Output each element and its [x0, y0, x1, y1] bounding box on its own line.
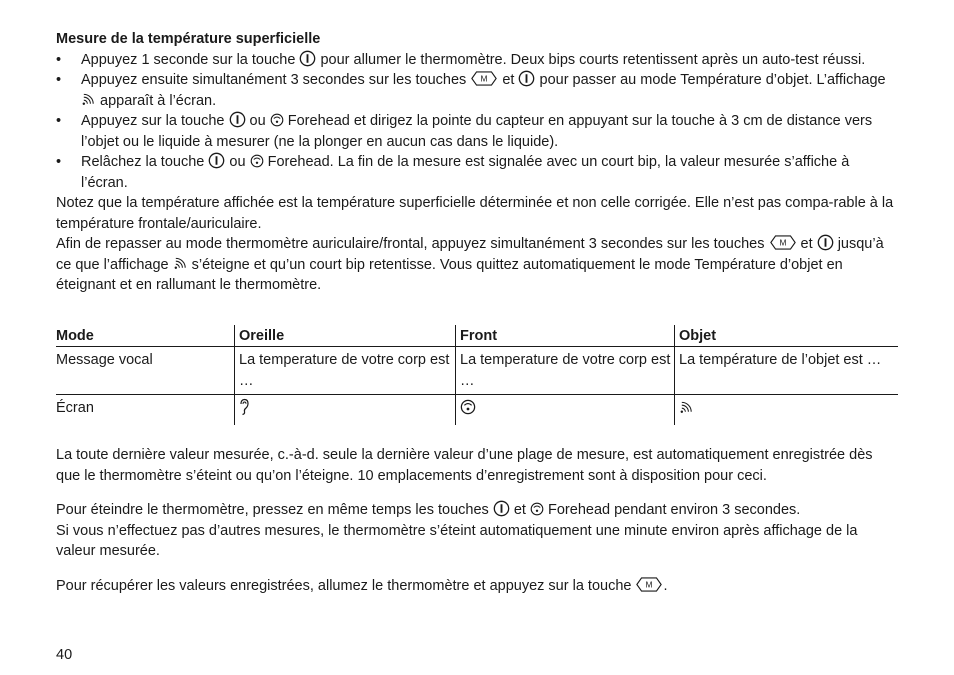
forehead-icon — [460, 399, 476, 415]
m-button-icon — [635, 576, 663, 593]
section-heading: Mesure de la température superficielle — [56, 31, 321, 47]
power-icon — [229, 111, 246, 128]
table-cell: Message vocal — [56, 347, 235, 395]
table-header: Oreille — [235, 325, 456, 347]
ear-icon — [239, 398, 249, 416]
table-cell: La température de l’objet est … — [675, 347, 899, 395]
table-header: Front — [456, 325, 675, 347]
page-number: 40 — [56, 647, 73, 663]
table-row — [56, 395, 898, 426]
recall-paragraph: Pour récupérer les valeurs enregistrées, allumez le thermomètre et appuyez sur la touche M . — [56, 577, 668, 594]
memory-paragraph: La toute dernière valeur mesurée, c.-à-d. seule la dernière valeur d’une plage de mesure, est automatiquement enregistrée dès que le thermomètre s’éteint ou qu’on l’éteigne. 10 emplacements d’enregistrement sont à disposition pour ceci. — [56, 447, 873, 484]
table-header: Objet — [675, 325, 899, 347]
auto-off-paragraph: Si vous n’effectuez pas d’autres mesures, le thermomètre s’éteint automatiquement une minute environ après affichage de la valeur mesurée. — [56, 522, 858, 559]
power-icon — [208, 152, 225, 169]
power-icon — [817, 234, 834, 251]
object-mode-icon — [173, 257, 188, 271]
table-cell: Écran — [56, 400, 94, 416]
instruction-list — [56, 50, 898, 194]
note-paragraph: Notez que la température affichée est la température superficielle déterminée et non celle corrigée. Elle n’est pas compa-rable à la température frontale/auriculaire. — [56, 195, 894, 232]
off-paragraph: Pour éteindre le thermomètre, pressez en même temps les touches et Forehead pendant environ 3 secondes. — [56, 502, 801, 518]
mode-table — [56, 325, 898, 426]
document-page — [56, 29, 898, 596]
forehead-icon — [250, 154, 264, 168]
m-button-icon — [769, 234, 797, 251]
object-mode-icon — [81, 93, 96, 107]
power-icon — [518, 70, 535, 87]
instruction-item: • Appuyez sur la touche ou Forehead et dirigez la pointe du capteur en appuyant sur la touche à 3 cm de distance vers l’objet ou le liquide à mesurer (ne la plonger en aucun cas dans le liquide). — [56, 111, 898, 152]
table-header: Mode — [56, 325, 235, 347]
return-paragraph: Afin de repasser au mode thermomètre auriculaire/frontal, appuyez simultanément 3 secondes sur les touches M et jusqu’à ce que l’affichage s’éteigne et qu’un court bip retentisse. Vous quittez automatiquement le mode Température d’objet en éteignant et en rallumant le thermomètre. — [56, 236, 884, 293]
forehead-icon — [270, 113, 284, 127]
table-header-row — [56, 325, 898, 347]
instruction-item: • Appuyez ensuite simultanément 3 secondes sur les touches M et pour passer au mode Température d’objet. L’affichage apparaît à l’écran. — [56, 70, 898, 111]
table-row — [56, 347, 898, 395]
m-button-icon — [470, 70, 498, 87]
power-icon — [493, 500, 510, 517]
table-cell: La temperature de votre corp est … — [456, 347, 675, 395]
instruction-item: • Appuyez 1 seconde sur la touche pour allumer le thermomètre. Deux bips courts retentissent après un auto-test réussi. — [56, 50, 898, 71]
power-icon — [299, 50, 316, 67]
svg-text:M: M — [480, 73, 488, 84]
object-mode-icon — [679, 401, 694, 415]
forehead-icon — [530, 502, 544, 516]
svg-text:M: M — [645, 579, 653, 590]
table-cell — [675, 395, 899, 426]
svg-text:M: M — [779, 237, 786, 248]
table-cell — [235, 395, 456, 426]
table-cell: La temperature de votre corp est … — [235, 347, 456, 395]
table-cell — [456, 395, 675, 426]
instruction-item: • Relâchez la touche ou Forehead. La fin de la mesure est signalée avec un court bip, la valeur mesurée s’affiche à l’écran. — [56, 152, 898, 193]
